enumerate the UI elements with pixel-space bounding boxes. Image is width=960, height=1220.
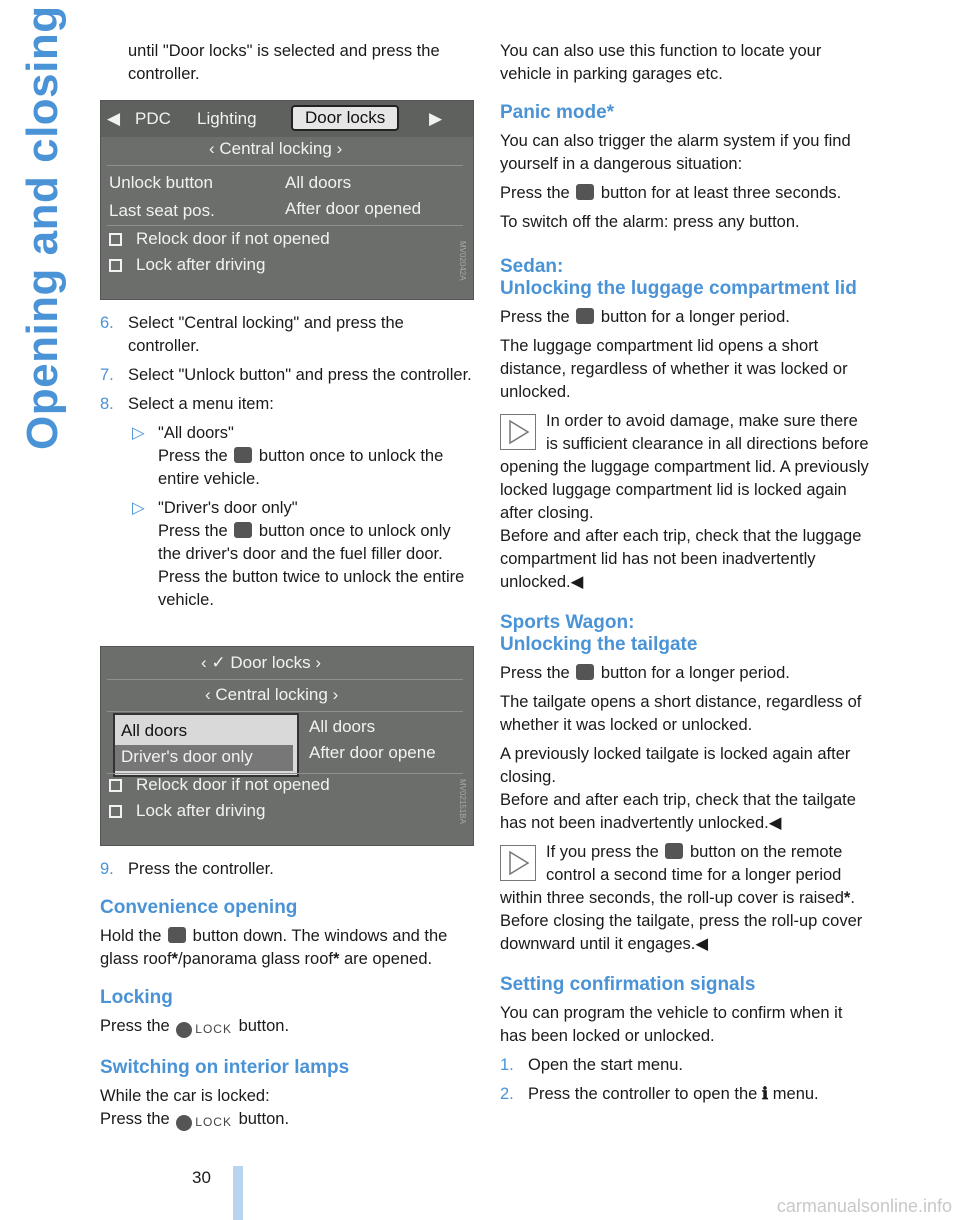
unlock-key-icon: [234, 522, 252, 538]
page-bar: [233, 1166, 243, 1220]
trunk-key-icon: [576, 664, 594, 680]
locate-text: You can also use this function to locate your vehicle in parking garages etc.: [500, 42, 822, 83]
side-title-text: Opening and closing: [18, 5, 67, 450]
wagon-text-3: A previously locked tailgate is locked again after closing.: [500, 745, 851, 786]
trunk-key-icon: [576, 308, 594, 324]
heading-unlock-luggage: Unlocking the luggage compartment lid: [500, 278, 857, 299]
panic-text-1: You can also trigger the alarm system if you find yourself in a dangerous situation:: [500, 132, 851, 173]
site-watermark: carmanualsonline.info: [776, 1196, 952, 1216]
wagon-text-4: Before and after each trip, check that the tailgate has not been inadvertently unlocked.◀: [500, 791, 856, 832]
tab-lighting: Lighting: [197, 109, 257, 128]
tab-right-arrow-icon: ▶: [429, 109, 443, 128]
unlock-key-icon: [234, 447, 252, 463]
heading-interior-lamps: Switching on interior lamps: [100, 1057, 350, 1079]
sedan-text-2: The luggage compartment lid opens a short distance, regardless of whether it was locked or unlocked.: [500, 337, 848, 401]
heading-confirmation-signals: Setting confirmation signals: [500, 974, 756, 995]
step-9: 9. Press the controller.: [100, 860, 274, 878]
sedan-text-1: Press the button for a longer period.: [500, 308, 790, 326]
heading-locking: Locking: [100, 987, 173, 1008]
idrive-screen-door-locks: [100, 100, 474, 300]
left-steps: [100, 312, 472, 618]
end-mark: ◀: [570, 573, 584, 591]
step-6: 6. Select "Central locking" and press the controller.: [100, 314, 404, 355]
note-triangle-icon: [500, 845, 536, 881]
end-mark: ◀: [695, 935, 709, 953]
screen-watermark: MV02151BA: [458, 779, 467, 824]
tab-left-arrow-icon: ◀: [107, 109, 121, 128]
door-locks-header: ‹ ✓ Door locks ›: [201, 653, 322, 672]
trunk-key-icon: [576, 184, 594, 200]
heading-panic-mode: Panic mode*: [500, 102, 615, 123]
heading-convenience-opening: Convenience opening: [100, 897, 298, 918]
option-drivers-door: ▷ "Driver's door only" Press the button once to unlock only the driver's door and the fuel filler door. Press the button twice to unlock the entire vehicle.: [132, 499, 465, 609]
confirm-step-2: 2. Press the controller to open the ℹ menu.: [500, 1085, 819, 1103]
wagon-text-2: The tailgate opens a short distance, regardless of whether it was locked or unlocked.: [500, 693, 862, 734]
right-column: [500, 40, 872, 1112]
end-mark: ◀: [768, 814, 782, 832]
central-locking-header: ‹ Central locking ›: [205, 685, 339, 704]
value-after-door: After door opene: [309, 743, 436, 762]
option-all-doors: ▷ "All doors" Press the button once to unlock the entire vehicle.: [132, 424, 444, 488]
lock-after-driving-checkbox: Lock after driving: [109, 255, 265, 275]
central-locking-header: ‹ Central locking ›: [209, 139, 343, 158]
confirm-step-1: 1. Open the start menu.: [500, 1056, 684, 1074]
trunk-key-icon: [665, 843, 683, 859]
interior-text-2: Press the LOCK button.: [100, 1108, 472, 1134]
lock-button-icon: LOCK: [176, 1111, 232, 1134]
intro-text: until "Door locks" is selected and press the controller.: [128, 42, 440, 83]
popup-option-drivers-door: Driver's door only: [121, 747, 253, 766]
last-seat-label: Last seat pos.: [109, 201, 215, 220]
side-section-title: [18, 5, 78, 460]
relock-checkbox: Relock door if not opened: [109, 229, 330, 249]
last-seat-value: After door opened: [285, 199, 422, 218]
confirm-text: You can program the vehicle to confirm when it has been locked or unlocked.: [500, 1004, 843, 1045]
step-8: 8. Select a menu item:: [100, 395, 274, 413]
unlock-key-icon: [168, 927, 186, 943]
page-number: 30: [192, 1168, 211, 1187]
panic-text-3: To switch off the alarm: press any button.: [500, 213, 800, 231]
unlock-button-value: All doors: [285, 173, 352, 192]
wagon-note: If you press the button on the remote control a second time for a longer period within three seconds, the roll-up cover is raised*. Before closing the tailgate, press the roll-up cover downward until it engages.◀: [500, 843, 863, 953]
value-all-doors: All doors: [309, 717, 376, 736]
tab-pdc: PDC: [135, 109, 171, 128]
lock-button-icon: LOCK: [176, 1018, 232, 1041]
left-column: [100, 40, 472, 92]
left-bottom: [100, 858, 472, 1140]
step-7: 7. Select "Unlock button" and press the controller.: [100, 366, 472, 384]
idrive-screen-central-locking: [100, 646, 474, 846]
heading-unlock-tailgate: Unlocking the tailgate: [500, 634, 698, 655]
interior-text-1: While the car is locked:: [100, 1087, 270, 1106]
relock-checkbox: Relock door if not opened: [109, 775, 330, 795]
tab-door-locks: Door locks: [291, 105, 399, 131]
panic-text-2: Press the button for at least three seconds.: [500, 184, 842, 202]
sedan-caution-note: In order to avoid damage, make sure there is sufficient clearance in all directions before opening the luggage compartment lid. A previously locked luggage compartment lid is locked again after closing. Before and after each trip, check that the luggage compartment lid has not been inadvertently unlocked.◀: [500, 412, 869, 591]
convenience-text: Hold the button down. The windows and the glass roof*/panorama glass roof* are opened.: [100, 927, 448, 968]
heading-sports-wagon: Sports Wagon:: [500, 612, 635, 633]
unlock-button-label: Unlock button: [109, 173, 213, 192]
lock-after-driving-checkbox: Lock after driving: [109, 801, 265, 821]
popup-option-all-doors: All doors: [121, 721, 188, 740]
locking-text: Press the LOCK button.: [100, 1015, 472, 1041]
caution-triangle-icon: [500, 414, 536, 450]
info-i-icon: ℹ: [761, 1085, 769, 1103]
wagon-text-1: Press the button for a longer period.: [500, 664, 790, 682]
heading-sedan: Sedan:: [500, 256, 564, 277]
screen-watermark: MV02042A: [458, 241, 467, 281]
